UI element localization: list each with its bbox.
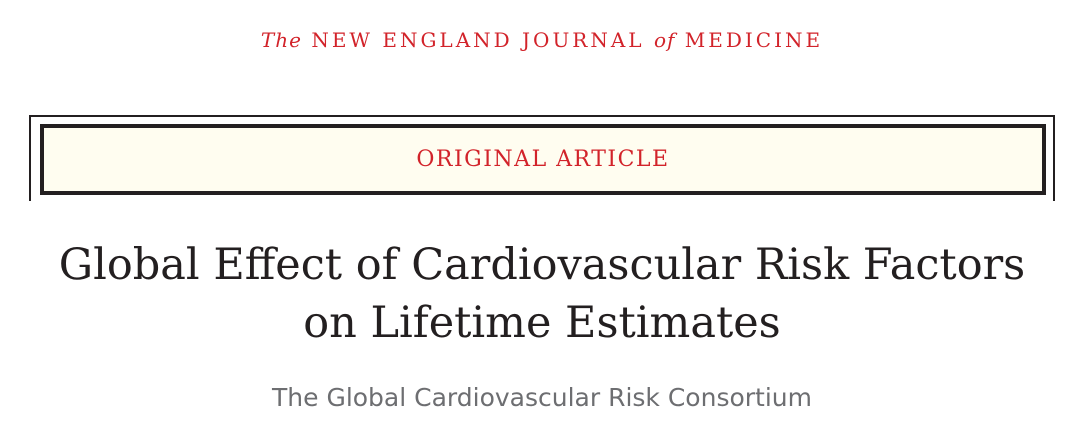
article-title-line1: Global Effect of Cardiovascular Risk Factors	[58, 240, 1026, 290]
article-type-banner	[40, 124, 1046, 195]
article-byline: The Global Cardiovascular Risk Consortium	[272, 383, 812, 412]
journal-masthead	[0, 25, 1084, 55]
journal-connector: of	[653, 28, 676, 52]
article-type-label: ORIGINAL ARTICLE	[416, 147, 670, 172]
journal-name-part1: NEW ENGLAND JOURNAL	[311, 28, 645, 52]
article-title-line2: on Lifetime Estimates	[303, 298, 781, 348]
journal-name-part2: MEDICINE	[684, 28, 824, 52]
article-title	[10, 236, 1074, 352]
journal-prefix: The	[260, 28, 302, 52]
